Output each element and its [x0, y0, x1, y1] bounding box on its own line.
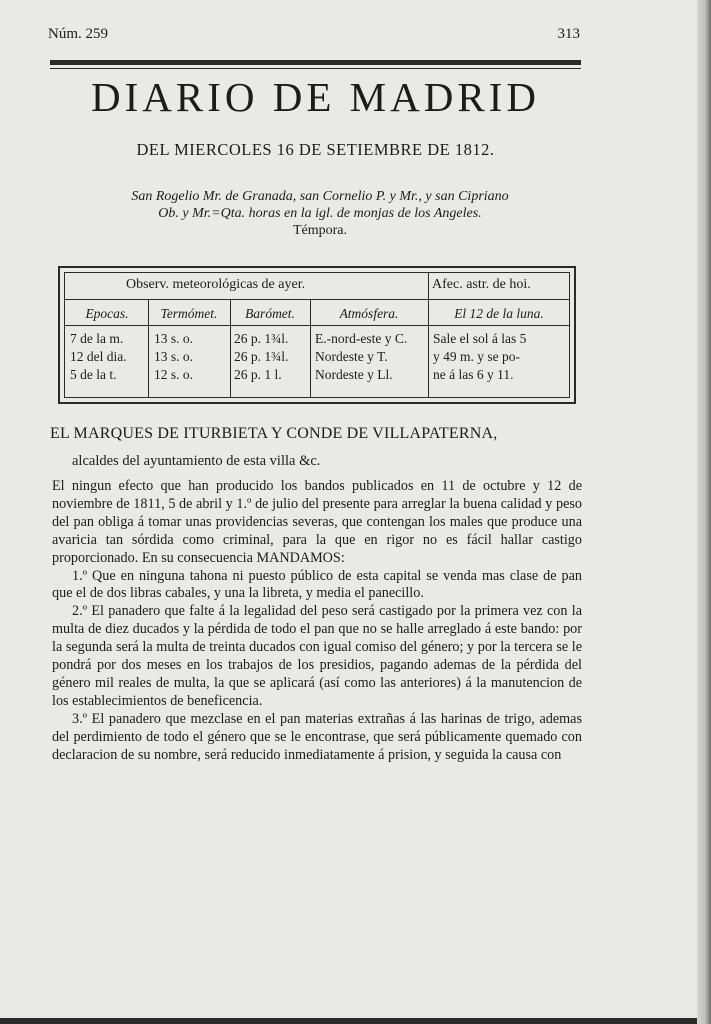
col-head-luna: El 12 de la luna. [454, 306, 544, 321]
masthead-title: DIARIO DE MADRID [91, 74, 540, 120]
col-head-termometro: Termómet. [160, 306, 218, 321]
saints-line-3: Témpora. [292, 223, 348, 238]
weather-heading-left: Observ. meteorológicas de ayer. [126, 277, 306, 292]
row-3-barometro: 26 p. 1 l. [234, 367, 282, 382]
col-head-barometro: Barómet. [245, 306, 295, 321]
saints-line-1: San Rogelio Mr. de Granada, san Cornelio P. y Mr., y san Cipriano [131, 189, 509, 204]
decree-article-2: 2.º El panadero que falte á la legalidad del peso será castigado por la primera vez con la multa de diez ducados y la pérdida de todo el pan que no se halle arreglado á este bando: por la segunda será la multa de treinta ducados con igual comiso del género; y por la tercera se le pondrá por dos meses en los trabajos de los presidios, pagando ademas de la pérdida del género mil reales de multa, la que se aplicará (así como las anteriores) á la manutencion de los establecimientos de beneficencia. [52, 603, 582, 709]
page-edge-shadow [697, 0, 711, 1024]
decree-body [52, 478, 582, 765]
weather-rule-1 [65, 299, 569, 300]
weather-divider-main [428, 273, 429, 397]
col-head-atmosfera: Atmósfera. [339, 306, 399, 321]
row-2-atmosfera: Nordeste y T. [315, 349, 388, 364]
weather-table [58, 266, 576, 404]
col-head-epocas: Epocas. [85, 306, 129, 321]
row-1-epoca: 7 de la m. [70, 331, 124, 346]
decree-article-1: 1.º Que en ninguna tahona ni puesto público de esta capital se venda mas clase de pan que el de dos libras cabales, y una la libreta, y media el panecillo. [52, 567, 582, 602]
row-2-epoca: 12 del dia. [70, 349, 127, 364]
row-1-termometro: 13 s. o. [154, 331, 194, 346]
saints-of-day [60, 188, 580, 239]
row-3-astro: ne á las 6 y 11. [433, 367, 514, 382]
issue-number: Núm. 259 [48, 26, 108, 42]
row-2-astro: y 49 m. y se po- [433, 349, 520, 364]
row-3-termometro: 12 s. o. [154, 367, 194, 382]
row-2-barometro: 26 p. 1¾l. [234, 349, 289, 364]
page-number: 313 [557, 26, 580, 42]
decree-subtitle: alcaldes del ayuntamiento de esta villa &c. [72, 453, 321, 469]
header-rule-thin [50, 68, 581, 69]
row-1-barometro: 26 p. 1¾l. [234, 331, 289, 346]
row-1-astro: Sale el sol á las 5 [433, 331, 527, 346]
header-rule-thick [50, 60, 581, 65]
row-3-epoca: 5 de la t. [70, 367, 117, 382]
decree-paragraph-intro: El ningun efecto que han producido los bandos publicados en 11 de octubre y 12 de noviembre de 1811, 5 de abril y 1.º de julio del presente para arreglar la buena calidad y peso del pan obliga á tomar unas providencias severas, que contengan los males que produce una avaricia tan sórdida como criminal, para la que en rigor no es fácil hallar castigo proporcionado. En su consecuencia MANDAMOS: [52, 478, 582, 566]
weather-rule-2 [65, 325, 569, 326]
weather-heading-right: Afec. astr. de hoi. [432, 277, 531, 292]
row-1-atmosfera: E.-nord-este y C. [315, 331, 408, 346]
decree-title: EL MARQUES DE ITURBIETA Y CONDE DE VILLAPATERNA, [50, 425, 498, 442]
page-header [48, 26, 580, 46]
row-2-termometro: 13 s. o. [154, 349, 194, 364]
row-3-atmosfera: Nordeste y Ll. [315, 367, 393, 382]
saints-line-2: Ob. y Mr.=Qta. horas en la igl. de monjas de los Angeles. [158, 206, 482, 221]
decree-article-3: 3.º El panadero que mezclase en el pan materias extrañas á las harinas de trigo, ademas del perdimiento de todo el género que se le encontrase, que será públicamente quemado con declaracion de su nombre, será reducido inmediatamente á prision, y seguida la causa con [52, 710, 582, 763]
masthead-date: DEL MIERCOLES 16 DE SETIEMBRE DE 1812. [136, 140, 495, 159]
